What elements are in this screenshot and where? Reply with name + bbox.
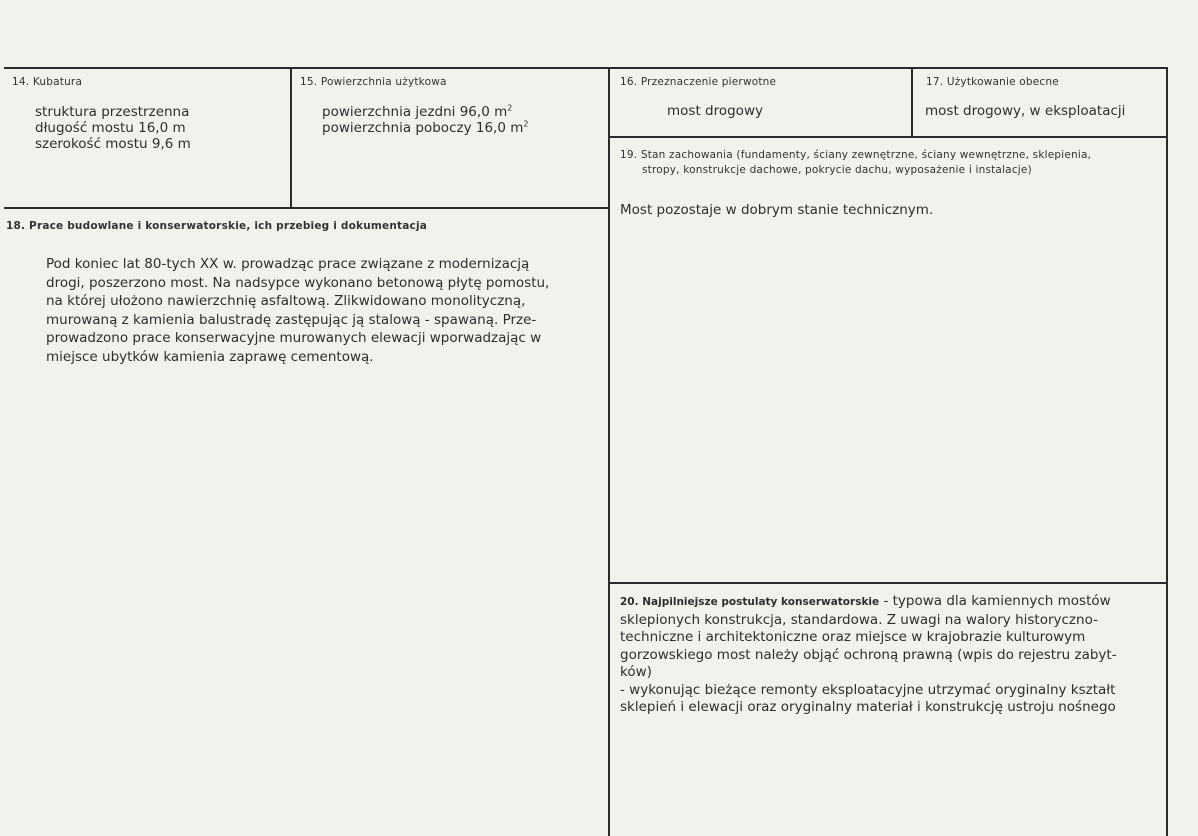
- rule-16-17-divider: [911, 67, 913, 137]
- field-20-line: sklepień i elewacji oraz oryginalny materiał i konstrukcję ustroju nośnego: [620, 699, 1116, 715]
- rule-14-15-divider: [290, 67, 292, 208]
- rule-left-right-divider: [608, 67, 610, 836]
- field-19-value: Most pozostaje w dobrym stanie technicznym.: [620, 202, 934, 218]
- field-20-line: gorzowskiego most należy objąć ochroną prawną (wpis do rejestru zabyt-: [620, 646, 1117, 663]
- field-15-label: 15. Powierzchnia użytkowa: [300, 76, 447, 88]
- field-19-label-line: stropy, konstrukcje dachowe, pokrycie dachu, wyposażenie i instalacje): [642, 164, 1032, 176]
- field-18-line: prowadzono prace konserwacyjne murowanych elewacji wporwadzając w: [46, 330, 542, 346]
- field-18-line: na której ułożono nawierzchnię asfaltową. Zlikwidowano monolityczną,: [46, 293, 526, 309]
- field-20-line: ków): [620, 664, 652, 680]
- rule-19-bottom: [609, 582, 1168, 584]
- rule-16-17-bottom: [609, 136, 1168, 138]
- field-19-label-line: 19. Stan zachowania (fundamenty, ściany zewnętrzne, ściany wewnętrzne, sklepienia,: [620, 149, 1092, 161]
- field-20-content: [620, 593, 1190, 717]
- top-rule: [4, 67, 1168, 69]
- field-20-line: sklepionych konstrukcja, standardowa. Z uwagi na walory historyczno-: [620, 611, 1098, 628]
- unit-exponent: 2: [507, 103, 513, 113]
- field-18-line: drogi, poszerzono most. Na nadsypce wykonano betonową płytę pomostu,: [46, 274, 550, 291]
- field-18-content: [46, 255, 549, 366]
- rule-right-edge: [1166, 67, 1168, 836]
- field-14-content: [35, 104, 191, 152]
- field-16-label: 16. Przeznaczenie pierwotne: [620, 76, 777, 88]
- unit-exponent: 2: [523, 119, 529, 129]
- field-16-value: most drogowy: [667, 103, 763, 119]
- field-14-line: długość mostu 16,0 m: [35, 120, 186, 136]
- field-15-line: powierzchnia jezdni 96,0 m: [322, 104, 508, 120]
- field-18-label: 18. Prace budowlane i konserwatorskie, ich przebieg i dokumentacja: [6, 220, 428, 232]
- field-20-line: - wykonując bieżące remonty eksploatacyjne utrzymać oryginalny kształt: [620, 681, 1116, 698]
- field-15-content: [322, 104, 528, 136]
- field-14-line: szerokość mostu 9,6 m: [35, 136, 191, 152]
- field-15-line: powierzchnia poboczy 16,0 m: [322, 120, 524, 136]
- field-20-line: techniczne i architektoniczne oraz miejsce w krajobrazie kulturowym: [620, 629, 1086, 645]
- field-20-line: - typowa dla kamiennych mostów: [879, 593, 1111, 609]
- field-14-line: struktura przestrzenna: [35, 104, 190, 120]
- field-20-label: 20. Najpilniejsze postulaty konserwatorskie: [620, 596, 880, 608]
- rule-14-15-bottom: [4, 207, 610, 209]
- field-18-line: miejsce ubytków kamienia zaprawę cementową.: [46, 348, 374, 365]
- field-14-label: 14. Kubatura: [12, 76, 83, 88]
- field-19-label: [620, 148, 1091, 178]
- field-18-line: Pod koniec lat 80-tych XX w. prowadząc prace związane z modernizacją: [46, 256, 530, 272]
- field-17-value: most drogowy, w eksploatacji: [925, 103, 1126, 119]
- field-17-label: 17. Użytkowanie obecne: [926, 76, 1059, 88]
- field-18-line: murowaną z kamienia balustradę zastępując ją stalową - spawaną. Prze-: [46, 311, 537, 328]
